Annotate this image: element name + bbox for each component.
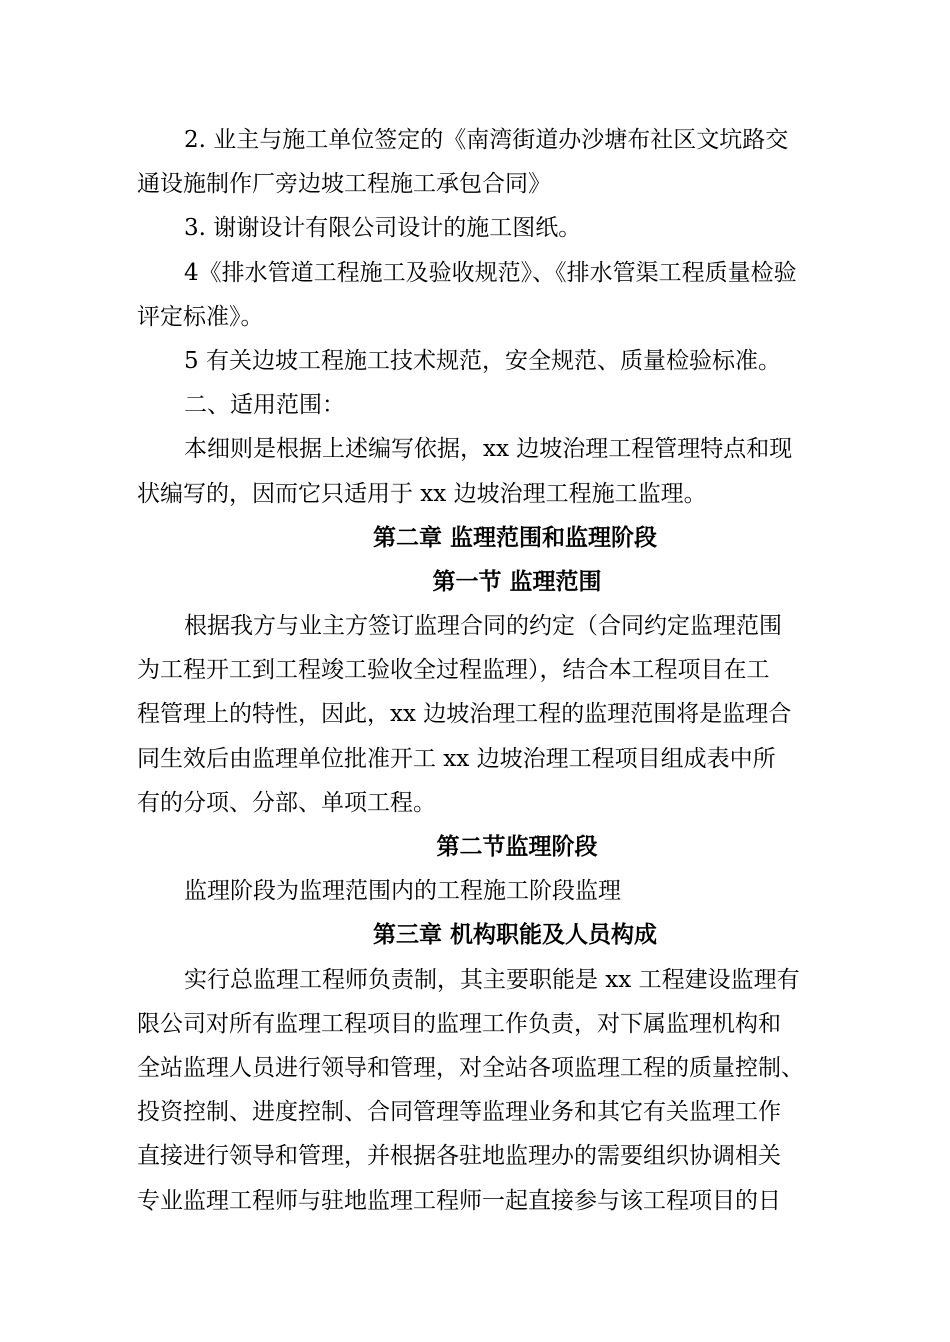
chapter-2-title: 第二章 监理范围和监理阶段 bbox=[372, 523, 657, 551]
basis-item-2-line-2: 通设施制作厂旁边坡工程施工承包合同》 bbox=[137, 171, 551, 198]
chapter-3-title: 第三章 机构职能及人员构成 bbox=[372, 921, 657, 949]
supervision-scope-paragraph-line-4: 同生效后由监理单位批准开工 xx 边坡治理工程项目组成表中所 bbox=[137, 745, 776, 772]
organization-paragraph-line-5: 直接进行领导和管理，并根据各驻地监理办的需要组织协调相关 bbox=[137, 1143, 781, 1170]
basis-item-4-line-2: 评定标准》。 bbox=[137, 303, 264, 330]
supervision-stage-paragraph: 监理阶段为监理范围内的工程施工阶段监理 bbox=[184, 878, 621, 905]
supervision-scope-paragraph-line-2: 为工程开工到工程竣工验收全过程监理），结合本工程项目在工 bbox=[137, 657, 770, 684]
organization-paragraph-line-4: 投资控制、进度控制、合同管理等监理业务和其它有关监理工作 bbox=[137, 1099, 781, 1126]
basis-item-4-line-1: 4《排水管道工程施工及验收规范》、《排水管渠工程质量检验 bbox=[184, 259, 797, 286]
supervision-scope-paragraph-line-1: 根据我方与业主方签订监理合同的约定（合同约定监理范围 bbox=[184, 613, 782, 640]
organization-paragraph-line-3: 全站监理人员进行领导和管理，对全站各项监理工程的质量控制、 bbox=[137, 1054, 804, 1081]
supervision-scope-paragraph-line-5: 有的分项、分部、单项工程。 bbox=[137, 789, 436, 816]
basis-item-2-line-1: 2. 业主与施工单位签定的《南湾街道办沙塘布社区文坑路交 bbox=[184, 127, 789, 153]
organization-paragraph-line-2: 限公司对所有监理工程项目的监理工作负责，对下属监理机构和 bbox=[137, 1010, 781, 1037]
section-2-title: 第二节监理阶段 bbox=[436, 833, 598, 860]
scope-heading: 二、适用范围： bbox=[184, 392, 345, 419]
organization-paragraph-line-6: 专业监理工程师与驻地监理工程师一起直接参与该工程项目的日 bbox=[137, 1187, 781, 1214]
organization-paragraph-line-1: 实行总监理工程师负责制，其主要职能是 xx 工程建设监理有 bbox=[184, 966, 800, 993]
scope-paragraph-line-2: 状编写的，因而它只适用于 xx 边坡治理工程施工监理。 bbox=[137, 480, 707, 507]
basis-item-5: 5 有关边坡工程施工技术规范，安全规范、质量检验标准。 bbox=[184, 347, 781, 374]
supervision-scope-paragraph-line-3: 程管理上的特性，因此，xx 边坡治理工程的监理范围将是监理合 bbox=[137, 701, 792, 728]
document-body bbox=[137, 118, 849, 1223]
scope-paragraph-line-1: 本细则是根据上述编写依据，xx 边坡治理工程管理特点和现 bbox=[184, 436, 793, 463]
section-1-title: 第一节 监理范围 bbox=[432, 567, 602, 595]
basis-item-3: 3. 谢谢设计有限公司设计的施工图纸。 bbox=[184, 215, 582, 242]
